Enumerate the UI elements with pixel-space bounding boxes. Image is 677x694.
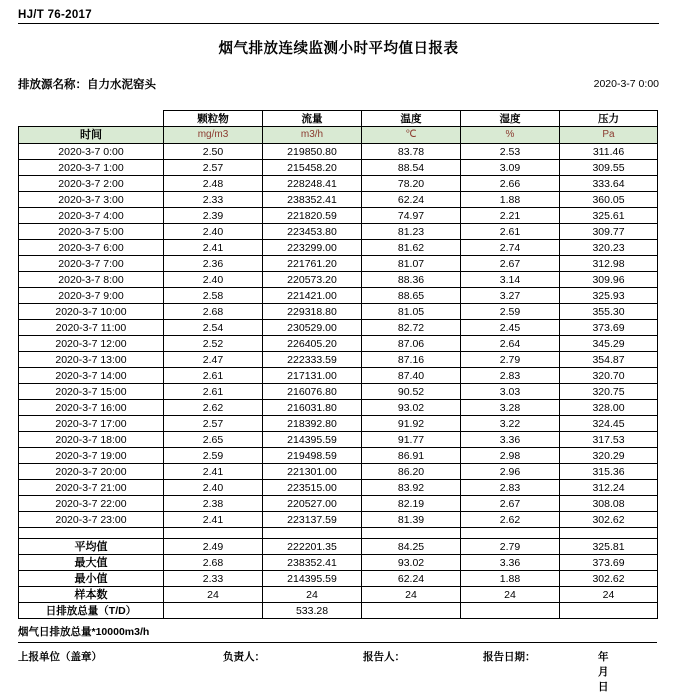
daily-total-empty-humidity [461,603,560,619]
cell-temperature: 88.65 [362,288,461,304]
cell-temperature: 84.25 [362,539,461,555]
cell-humidity: 2.98 [461,448,560,464]
cell-temperature: 62.24 [362,192,461,208]
cell-humidity: 2.53 [461,144,560,160]
cell-pressure: 324.45 [560,416,658,432]
cell-time: 2020-3-7 22:00 [19,496,164,512]
cell-time: 2020-3-7 16:00 [19,400,164,416]
cell-particulate: 2.68 [164,304,263,320]
cell-temperature: 82.19 [362,496,461,512]
cell-particulate: 2.59 [164,448,263,464]
cell-pressure: 345.29 [560,336,658,352]
cell-temperature: 88.54 [362,160,461,176]
table-row [19,464,658,480]
cell-particulate: 2.50 [164,144,263,160]
cell-temperature: 82.72 [362,320,461,336]
cell-particulate: 24 [164,587,263,603]
table-row [19,384,658,400]
cell-flow: 219850.80 [263,144,362,160]
cell-pressure: 309.96 [560,272,658,288]
spacer-cell [19,528,164,539]
cell-pressure: 312.24 [560,480,658,496]
cell-pressure: 309.55 [560,160,658,176]
unit-flow: m3/h [263,127,362,144]
cell-particulate: 2.39 [164,208,263,224]
cell-humidity: 1.88 [461,571,560,587]
reporting-unit-label: 上报单位（盖章） [18,651,102,663]
header-divider [18,23,659,24]
cell-time: 2020-3-7 17:00 [19,416,164,432]
cell-particulate: 2.47 [164,352,263,368]
cell-humidity: 2.21 [461,208,560,224]
cell-pressure: 309.77 [560,224,658,240]
cell-particulate: 2.58 [164,288,263,304]
footer-note: 烟气日排放总量*10000m3/h [18,626,150,638]
cell-time: 2020-3-7 23:00 [19,512,164,528]
cell-pressure: 325.61 [560,208,658,224]
cell-flow: 230529.00 [263,320,362,336]
cell-flow: 221820.59 [263,208,362,224]
cell-particulate: 2.57 [164,416,263,432]
cell-temperature: 24 [362,587,461,603]
table-row [19,416,658,432]
table-row [19,144,658,160]
table-row [19,480,658,496]
cell-humidity: 2.96 [461,464,560,480]
cell-humidity: 2.45 [461,320,560,336]
unit-humidity: % [461,127,560,144]
cell-flow: 222333.59 [263,352,362,368]
year-month-day-label: 年 月 日 [598,651,623,693]
cell-time: 2020-3-7 15:00 [19,384,164,400]
cell-humidity: 2.59 [461,304,560,320]
responsible-person-label: 负责人： [223,651,265,663]
table-header-row [19,111,658,127]
cell-pressure: 333.64 [560,176,658,192]
daily-total-empty-particulate [164,603,263,619]
cell-time: 2020-3-7 5:00 [19,224,164,240]
cell-time: 2020-3-7 7:00 [19,256,164,272]
cell-particulate: 2.48 [164,176,263,192]
cell-temperature: 62.24 [362,571,461,587]
table-row [19,256,658,272]
cell-pressure: 373.69 [560,320,658,336]
cell-temperature: 86.20 [362,464,461,480]
table-row [19,512,658,528]
cell-flow: 238352.41 [263,192,362,208]
cell-pressure: 312.98 [560,256,658,272]
table-units-row [19,127,658,144]
cell-humidity: 3.14 [461,272,560,288]
cell-flow: 221421.00 [263,288,362,304]
cell-temperature: 83.78 [362,144,461,160]
summary-label: 样本数 [19,587,164,603]
cell-humidity: 3.22 [461,416,560,432]
table-row [19,336,658,352]
standard-code: HJ/T 76-2017 [18,9,92,21]
cell-pressure: 360.05 [560,192,658,208]
cell-particulate: 2.68 [164,555,263,571]
spacer-cell [461,528,560,539]
cell-particulate: 2.40 [164,480,263,496]
cell-temperature: 87.06 [362,336,461,352]
cell-particulate: 2.33 [164,192,263,208]
cell-humidity: 2.67 [461,256,560,272]
column-header-humidity: 湿度 [461,111,560,127]
cell-flow: 223515.00 [263,480,362,496]
cell-flow: 221761.20 [263,256,362,272]
summary-row-minimum [19,571,658,587]
table-row [19,176,658,192]
cell-temperature: 81.07 [362,256,461,272]
cell-particulate: 2.57 [164,160,263,176]
cell-flow: 238352.41 [263,555,362,571]
cell-humidity: 1.88 [461,192,560,208]
cell-pressure: 328.00 [560,400,658,416]
cell-pressure: 320.23 [560,240,658,256]
cell-humidity: 2.83 [461,368,560,384]
cell-pressure: 354.87 [560,352,658,368]
cell-flow: 223299.00 [263,240,362,256]
cell-temperature: 86.91 [362,448,461,464]
cell-pressure: 308.08 [560,496,658,512]
daily-total-value: 533.28 [263,603,362,619]
table-row [19,288,658,304]
cell-time: 2020-3-7 2:00 [19,176,164,192]
cell-temperature: 91.77 [362,432,461,448]
daily-total-empty-pressure [560,603,658,619]
cell-time: 2020-3-7 4:00 [19,208,164,224]
cell-flow: 214395.59 [263,432,362,448]
cell-pressure: 320.70 [560,368,658,384]
header-corner [19,111,164,127]
cell-time: 2020-3-7 19:00 [19,448,164,464]
cell-time: 2020-3-7 3:00 [19,192,164,208]
cell-particulate: 2.41 [164,240,263,256]
cell-temperature: 81.05 [362,304,461,320]
cell-flow: 218392.80 [263,416,362,432]
column-header-pressure: 压力 [560,111,658,127]
cell-temperature: 81.39 [362,512,461,528]
unit-time: 时间 [19,127,164,144]
cell-flow: 216031.80 [263,400,362,416]
cell-particulate: 2.38 [164,496,263,512]
cell-flow: 220573.20 [263,272,362,288]
cell-humidity: 3.28 [461,400,560,416]
cell-temperature: 74.97 [362,208,461,224]
cell-humidity: 3.03 [461,384,560,400]
cell-humidity: 2.64 [461,336,560,352]
cell-pressure: 317.53 [560,432,658,448]
summary-label: 最大值 [19,555,164,571]
spacer-cell [263,528,362,539]
spacer-cell [362,528,461,539]
cell-time: 2020-3-7 11:00 [19,320,164,336]
reporter-label: 报告人： [363,651,405,663]
cell-humidity: 24 [461,587,560,603]
cell-particulate: 2.61 [164,368,263,384]
cell-flow: 217131.00 [263,368,362,384]
cell-flow: 215458.20 [263,160,362,176]
summary-row-average [19,539,658,555]
cell-temperature: 90.52 [362,384,461,400]
cell-flow: 223137.59 [263,512,362,528]
cell-temperature: 93.02 [362,400,461,416]
cell-particulate: 2.40 [164,224,263,240]
cell-pressure: 311.46 [560,144,658,160]
summary-label: 平均值 [19,539,164,555]
cell-humidity: 2.74 [461,240,560,256]
cell-particulate: 2.33 [164,571,263,587]
cell-flow: 219498.59 [263,448,362,464]
cell-particulate: 2.65 [164,432,263,448]
table-row [19,432,658,448]
cell-time: 2020-3-7 6:00 [19,240,164,256]
summary-row-maximum [19,555,658,571]
spacer-cell [164,528,263,539]
cell-humidity: 3.36 [461,555,560,571]
cell-humidity: 3.36 [461,432,560,448]
table-row [19,496,658,512]
source-name: 自力水泥窑头 [87,79,156,91]
table-row [19,240,658,256]
unit-temperature: ℃ [362,127,461,144]
cell-temperature: 81.62 [362,240,461,256]
cell-flow: 220527.00 [263,496,362,512]
cell-pressure: 315.36 [560,464,658,480]
page-title: 烟气排放连续监测小时平均值日报表 [218,41,459,57]
cell-time: 2020-3-7 20:00 [19,464,164,480]
cell-pressure: 320.75 [560,384,658,400]
cell-temperature: 88.36 [362,272,461,288]
table-row [19,320,658,336]
report-table [18,110,658,619]
daily-total-label: 日排放总量（T/D） [19,603,164,619]
cell-time: 2020-3-7 18:00 [19,432,164,448]
cell-humidity: 2.83 [461,480,560,496]
table-row [19,208,658,224]
summary-label: 最小值 [19,571,164,587]
cell-particulate: 2.41 [164,464,263,480]
source-label: 排放源名称： [18,79,87,91]
summary-row-sample-count [19,587,658,603]
cell-flow: 214395.59 [263,571,362,587]
cell-pressure: 373.69 [560,555,658,571]
daily-total-row [19,603,658,619]
cell-pressure: 24 [560,587,658,603]
cell-particulate: 2.40 [164,272,263,288]
table-row [19,304,658,320]
meta-row [18,76,659,94]
cell-humidity: 2.67 [461,496,560,512]
cell-temperature: 91.92 [362,416,461,432]
footer-divider [18,642,657,643]
table-row [19,352,658,368]
cell-humidity: 2.66 [461,176,560,192]
cell-particulate: 2.52 [164,336,263,352]
table-spacer-row [19,528,658,539]
cell-particulate: 2.62 [164,400,263,416]
cell-time: 2020-3-7 14:00 [19,368,164,384]
cell-humidity: 2.61 [461,224,560,240]
cell-humidity: 2.79 [461,352,560,368]
table-row [19,400,658,416]
spacer-cell [560,528,658,539]
cell-particulate: 2.36 [164,256,263,272]
cell-flow: 221301.00 [263,464,362,480]
cell-flow: 229318.80 [263,304,362,320]
table-row [19,272,658,288]
cell-flow: 222201.35 [263,539,362,555]
cell-time: 2020-3-7 13:00 [19,352,164,368]
cell-temperature: 87.16 [362,352,461,368]
cell-temperature: 87.40 [362,368,461,384]
cell-pressure: 325.81 [560,539,658,555]
table-row [19,160,658,176]
cell-pressure: 302.62 [560,571,658,587]
daily-total-empty-temperature [362,603,461,619]
cell-time: 2020-3-7 10:00 [19,304,164,320]
cell-temperature: 83.92 [362,480,461,496]
footer-signature-row [18,649,659,693]
column-header-particulate: 颗粒物 [164,111,263,127]
cell-time: 2020-3-7 0:00 [19,144,164,160]
cell-time: 2020-3-7 12:00 [19,336,164,352]
unit-pressure: Pa [560,127,658,144]
cell-humidity: 3.27 [461,288,560,304]
table-row [19,224,658,240]
cell-time: 2020-3-7 8:00 [19,272,164,288]
cell-time: 2020-3-7 9:00 [19,288,164,304]
cell-pressure: 320.29 [560,448,658,464]
table-row [19,192,658,208]
report-datetime: 2020-3-7 0:00 [593,78,659,90]
cell-flow: 223453.80 [263,224,362,240]
cell-pressure: 355.30 [560,304,658,320]
cell-pressure: 325.93 [560,288,658,304]
cell-particulate: 2.49 [164,539,263,555]
cell-particulate: 2.61 [164,384,263,400]
cell-time: 2020-3-7 1:00 [19,160,164,176]
column-header-flow: 流量 [263,111,362,127]
cell-flow: 24 [263,587,362,603]
unit-particulate: mg/m3 [164,127,263,144]
cell-time: 2020-3-7 21:00 [19,480,164,496]
report-date-label: 报告日期： [483,651,536,663]
cell-flow: 216076.80 [263,384,362,400]
cell-humidity: 3.09 [461,160,560,176]
cell-temperature: 93.02 [362,555,461,571]
cell-temperature: 81.23 [362,224,461,240]
table-row [19,368,658,384]
cell-humidity: 2.62 [461,512,560,528]
cell-flow: 226405.20 [263,336,362,352]
cell-pressure: 302.62 [560,512,658,528]
cell-particulate: 2.41 [164,512,263,528]
column-header-temperature: 温度 [362,111,461,127]
cell-temperature: 78.20 [362,176,461,192]
cell-flow: 228248.41 [263,176,362,192]
cell-particulate: 2.54 [164,320,263,336]
table-row [19,448,658,464]
cell-humidity: 2.79 [461,539,560,555]
